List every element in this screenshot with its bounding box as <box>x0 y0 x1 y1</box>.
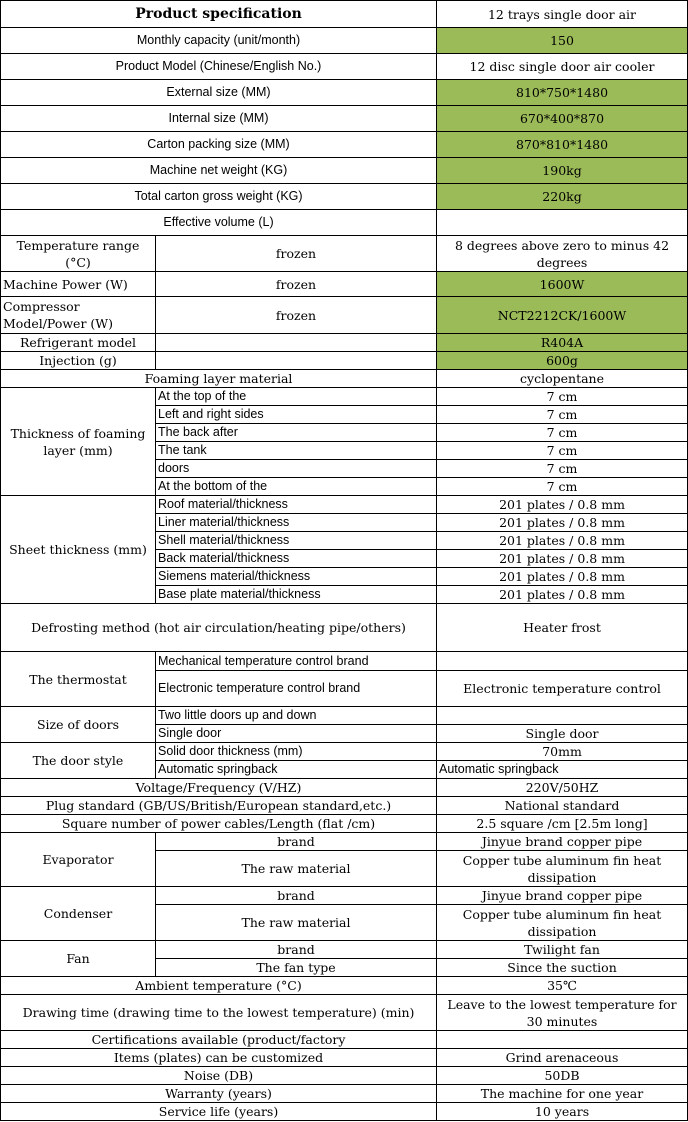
evaporator-item-value: Jinyue brand copper pipe <box>437 833 688 851</box>
row-value: 190kg <box>437 158 688 184</box>
fan-item-label: brand <box>156 941 437 959</box>
row-label: Machine net weight (KG) <box>1 158 437 184</box>
foaming-material-label: Foaming layer material <box>1 370 437 388</box>
condenser-label: Condenser <box>1 887 156 941</box>
noise-value: 50DB <box>437 1067 688 1085</box>
ambient-label: Ambient temperature (°C) <box>1 977 437 995</box>
fan-label: Fan <box>1 941 156 977</box>
foaming-item-value: 7 cm <box>437 424 688 442</box>
row-value: 870*810*1480 <box>437 132 688 158</box>
sheet-thickness-label: Sheet thickness (mm) <box>1 496 156 604</box>
thermostat-item-label: Electronic temperature control brand <box>156 671 437 707</box>
certifications-value <box>437 1031 688 1049</box>
ambient-value: 35℃ <box>437 977 688 995</box>
foaming-item-label: At the bottom of the <box>156 478 437 496</box>
refrigerant-sub <box>156 334 437 352</box>
plug-label: Plug standard (GB/US/British/European standard,etc.) <box>1 797 437 815</box>
injection-value: 600g <box>437 352 688 370</box>
foaming-item-label: The tank <box>156 442 437 460</box>
machine-power-label: Machine Power (W) <box>1 272 156 297</box>
warranty-label: Warranty (years) <box>1 1085 437 1103</box>
sheet-item-value: 201 plates / 0.8 mm <box>437 568 688 586</box>
door-size-item-value <box>437 707 688 725</box>
refrigerant-value: R404A <box>437 334 688 352</box>
sheet-item-label: Siemens material/thickness <box>156 568 437 586</box>
sheet-item-label: Shell material/thickness <box>156 532 437 550</box>
foaming-item-label: The back after <box>156 424 437 442</box>
foaming-item-label: Left and right sides <box>156 406 437 424</box>
thermostat-item-value <box>437 652 688 671</box>
door-style-item-value: 70mm <box>437 743 688 761</box>
row-value <box>437 210 688 236</box>
compressor-sub: frozen <box>156 297 437 334</box>
thermostat-label: The thermostat <box>1 652 156 707</box>
row-value: 12 disc single door air cooler <box>437 54 688 80</box>
door-style-item-label: Solid door thickness (mm) <box>156 743 437 761</box>
door-size-item-label: Two little doors up and down <box>156 707 437 725</box>
row-value: 670*400*870 <box>437 106 688 132</box>
cables-value: 2.5 square /cm [2.5m long] <box>437 815 688 833</box>
foaming-item-value: 7 cm <box>437 406 688 424</box>
row-value: 810*750*1480 <box>437 80 688 106</box>
door-style-label: The door style <box>1 743 156 779</box>
sheet-item-value: 201 plates / 0.8 mm <box>437 532 688 550</box>
evaporator-item-value: Copper tube aluminum fin heat dissipation <box>437 851 688 887</box>
temp-range-value: 8 degrees above zero to minus 42 degrees <box>437 236 688 272</box>
door-style-item-label: Automatic springback <box>156 761 437 779</box>
customized-label: Items (plates) can be customized <box>1 1049 437 1067</box>
temp-range-sub: frozen <box>156 236 437 272</box>
row-label: Total carton gross weight (KG) <box>1 184 437 210</box>
row-label: Effective volume (L) <box>1 210 437 236</box>
row-value: 150 <box>437 28 688 54</box>
condenser-item-label: The raw material <box>156 905 437 941</box>
condenser-item-label: brand <box>156 887 437 905</box>
row-value: 220kg <box>437 184 688 210</box>
injection-sub <box>156 352 437 370</box>
injection-label: Injection (g) <box>1 352 156 370</box>
drawing-time-value: Leave to the lowest temperature for 30 minutes <box>437 995 688 1031</box>
row-label: Monthly capacity (unit/month) <box>1 28 437 54</box>
refrigerant-label: Refrigerant model <box>1 334 156 352</box>
row-label: External size (MM) <box>1 80 437 106</box>
foaming-material-value: cyclopentane <box>437 370 688 388</box>
customized-value: Grind arenaceous <box>437 1049 688 1067</box>
service-life-label: Service life (years) <box>1 1103 437 1121</box>
sheet-item-label: Liner material/thickness <box>156 514 437 532</box>
row-label: Product Model (Chinese/English No.) <box>1 54 437 80</box>
defrost-label: Defrosting method (hot air circulation/heating pipe/others) <box>1 604 437 652</box>
door-size-label: Size of doors <box>1 707 156 743</box>
compressor-value: NCT2212CK/1600W <box>437 297 688 334</box>
service-life-value: 10 years <box>437 1103 688 1121</box>
sheet-item-value: 201 plates / 0.8 mm <box>437 586 688 604</box>
drawing-time-label: Drawing time (drawing time to the lowest temperature) (min) <box>1 995 437 1031</box>
foaming-item-value: 7 cm <box>437 442 688 460</box>
door-style-item-value: Automatic springback <box>437 761 688 779</box>
row-label: Carton packing size (MM) <box>1 132 437 158</box>
foaming-thickness-label: Thickness of foaming layer (mm) <box>1 388 156 496</box>
foaming-item-label: At the top of the <box>156 388 437 406</box>
machine-power-value: 1600W <box>437 272 688 297</box>
sheet-item-value: 201 plates / 0.8 mm <box>437 496 688 514</box>
certifications-label: Certifications available (product/factory <box>1 1031 437 1049</box>
evaporator-label: Evaporator <box>1 833 156 887</box>
voltage-value: 220V/50HZ <box>437 779 688 797</box>
thermostat-item-label: Mechanical temperature control brand <box>156 652 437 671</box>
row-label: Internal size (MM) <box>1 106 437 132</box>
foaming-item-value: 7 cm <box>437 478 688 496</box>
voltage-label: Voltage/Frequency (V/HZ) <box>1 779 437 797</box>
door-size-item-label: Single door <box>156 725 437 743</box>
foaming-item-label: doors <box>156 460 437 478</box>
compressor-label: Compressor Model/Power (W) <box>1 297 156 334</box>
noise-label: Noise (DB) <box>1 1067 437 1085</box>
cables-label: Square number of power cables/Length (flat /cm) <box>1 815 437 833</box>
spec-header-label: Product specification <box>1 1 437 28</box>
defrost-value: Heater frost <box>437 604 688 652</box>
door-size-item-value: Single door <box>437 725 688 743</box>
warranty-value: The machine for one year <box>437 1085 688 1103</box>
spec-header-value: 12 trays single door air <box>437 1 688 28</box>
plug-value: National standard <box>437 797 688 815</box>
sheet-item-label: Roof material/thickness <box>156 496 437 514</box>
thermostat-item-value: Electronic temperature control <box>437 671 688 707</box>
foaming-item-value: 7 cm <box>437 460 688 478</box>
fan-item-label: The fan type <box>156 959 437 977</box>
temp-range-label: Temperature range (°C) <box>1 236 156 272</box>
fan-item-value: Twilight fan <box>437 941 688 959</box>
condenser-item-value: Jinyue brand copper pipe <box>437 887 688 905</box>
sheet-item-value: 201 plates / 0.8 mm <box>437 550 688 568</box>
machine-power-sub: frozen <box>156 272 437 297</box>
foaming-item-value: 7 cm <box>437 388 688 406</box>
sheet-item-label: Base plate material/thickness <box>156 586 437 604</box>
sheet-item-value: 201 plates / 0.8 mm <box>437 514 688 532</box>
evaporator-item-label: brand <box>156 833 437 851</box>
sheet-item-label: Back material/thickness <box>156 550 437 568</box>
condenser-item-value: Copper tube aluminum fin heat dissipation <box>437 905 688 941</box>
evaporator-item-label: The raw material <box>156 851 437 887</box>
fan-item-value: Since the suction <box>437 959 688 977</box>
